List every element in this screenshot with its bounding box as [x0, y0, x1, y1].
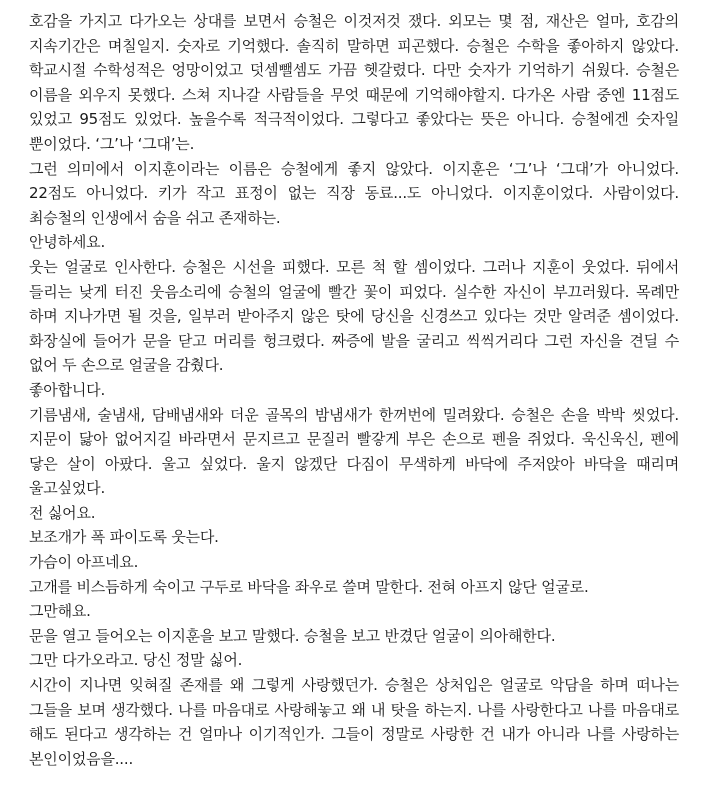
narration-line-short-1: 보조개가 폭 파이도록 웃는다. — [29, 528, 219, 547]
paragraph-7: 시간이 지나면 잊혀질 존재를 왜 그렇게 사랑했던가. 승철은 상처입은 얼굴로 악담을 하며 떠나는 그들을 보며 생각했다. 나를 마음대로 사랑해놓고 왜 내 탓을 하는지. 나를 사랑한다고 나를 마음대로 해도 된다고 생각하는 건 얼마나 이기적인가. 그들이 정말로 사랑한 건 내가 아니라 나를 사랑하는 본인이었음을.... — [29, 676, 680, 768]
dialogue-line-2: 좋아합니다. — [29, 380, 106, 399]
dialogue-line-3: 전 싫어요. — [29, 503, 96, 522]
dialogue-line-4: 가슴이 아프네요. — [29, 553, 139, 572]
dialogue-line-1: 안녕하세요. — [29, 233, 106, 252]
paragraph-4: 기름냄새, 술냄새, 담배냄새와 더운 골목의 밤냄새가 한꺼번에 밀려왔다. 승철은 손을 박박 씻었다. 지문이 닳아 없어지길 바라면서 문지르고 문질러 빨갛게 부은 손으로 펜을 쥐었다. 욱신욱신, 펜에 닿은 살이 아팠다. 울고 싶었다. 울지 않겠단 다짐이 무색하게 바닥에 주저앉아 바닥을 때리며 울고싶었다. — [29, 405, 679, 498]
paragraph-1: 호감을 가지고 다가오는 상대를 보면서 승철은 이것저것 쟀다. 외모는 몇 점, 재산은 얼마, 호감의 지속기간은 며칠일지. 숫자로 기억했다. 솔직히 말하면 피곤했다. 승철은 수학을 좋아하지 않았다. 학교시절 수학성적은 엉망이었고 덧셈뺄셈도 가끔 헷갈렸다. 다만 숫자가 기억하기 쉬웠다. 승철은 이름을 외우지 못했다. 스쳐 지나갈 사람들을 무엇 때문에 기억해야할지. 다가온 사람 중엔 11점도 있었고 95점도 있었다. 높을수록 적극적이었다. 그렇다고 좋았다는 뜻은 아니다. 승철에겐 숫자일 뿐이었다. ‘그’나 ‘그대’는. — [29, 12, 679, 153]
paragraph-2: 그런 의미에서 이지훈이라는 이름은 승철에게 좋지 않았다. 이지훈은 ‘그’나 ‘그대’가 아니었다. 22점도 아니었다. 키가 작고 표정이 없는 직장 동료...도 아니었다. 이지훈이었다. 사람이었다. 최승철의 인생에서 숨을 쉬고 존재하는. — [29, 159, 679, 227]
paragraph-3: 웃는 얼굴로 인사한다. 승철은 시선을 피했다. 모른 척 할 셈이었다. 그러나 지훈이 웃었다. 뒤에서 들리는 낮게 터진 웃음소리에 승철의 얼굴에 빨간 꽃이 피었다. 실수한 자신이 부끄러웠다. 목례만 하며 지나가면 될 것을, 일부러 받아주지 않은 탓에 당신을 신경쓰고 있다는 것만 알려준 셈이었다. 화장실에 들어가 문을 닫고 머리를 헝크렸다. 짜증에 발을 굴리고 씩씩거리다 그런 자신을 견딜 수 없어 두 손으로 얼굴을 감췄다. — [29, 257, 679, 375]
dialogue-line-5: 그만해요. — [29, 602, 91, 621]
document-body — [29, 9, 679, 771]
paragraph-5: 고개를 비스듬하게 숙이고 구두로 바닥을 좌우로 쓸며 말한다. 전혀 아프지 않단 얼굴로. — [29, 577, 589, 596]
dialogue-line-6: 그만 다가오라고. 당신 정말 싫어. — [29, 651, 243, 670]
paragraph-6: 문을 열고 들어오는 이지훈을 보고 말했다. 승철을 보고 반겼단 얼굴이 의아해한다. — [29, 626, 556, 645]
